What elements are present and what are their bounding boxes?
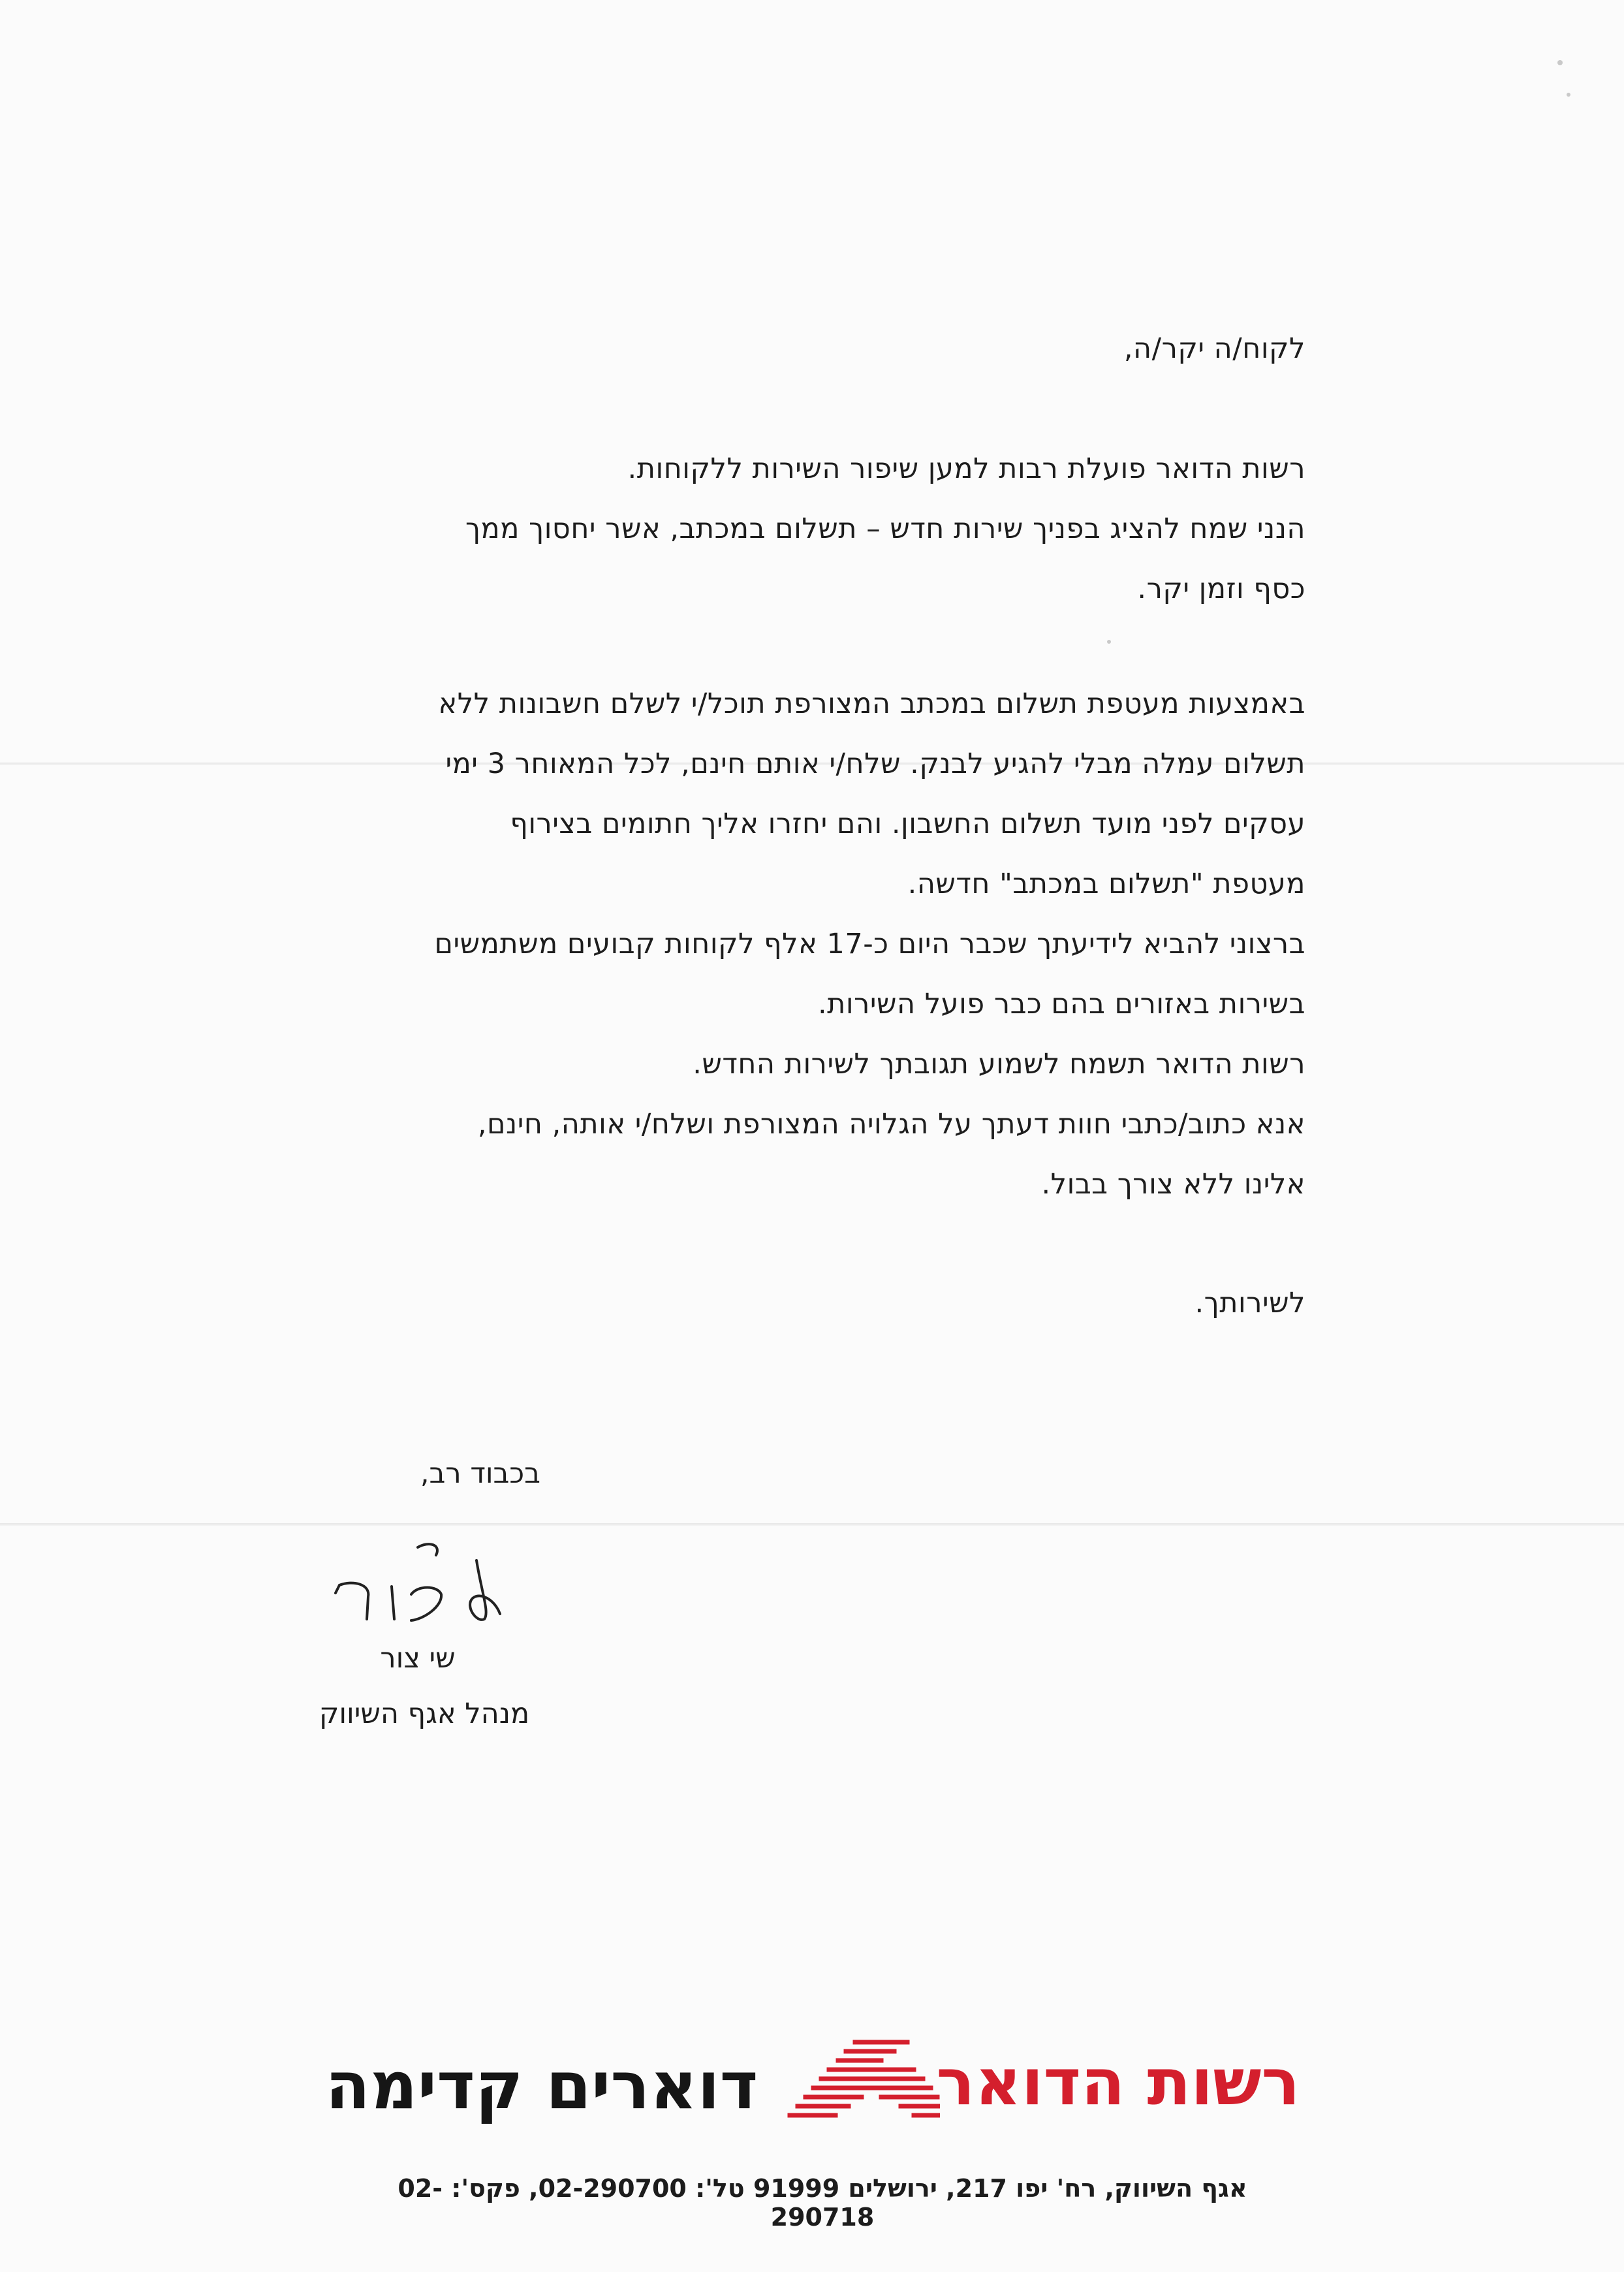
- paper-speck: [1557, 60, 1563, 65]
- signer-name: שי צור: [380, 1642, 456, 1675]
- signoff: בכבוד רב,: [420, 1457, 540, 1490]
- letterhead-slogan: דוארים קדימה: [325, 2047, 758, 2124]
- paragraph-line: ברצוני להביא לידיעתך שכבר היום כ-17 אלף לקוחות קבועים משתמשים: [434, 928, 1305, 960]
- paragraph-intro: [26, 439, 1305, 619]
- postal-authority-logo-icon: [783, 2037, 940, 2128]
- paper-fold-line: [0, 1523, 1624, 1526]
- paper-speck: [1107, 640, 1111, 644]
- paragraph-line: תשלום עמלה מבלי להגיע לבנק. שלח/י אותם חינם, לכל המאוחר 3 ימי: [445, 748, 1305, 780]
- handwritten-signature: [313, 1521, 529, 1652]
- paragraph-line: כסף וזמן יקר.: [1137, 573, 1305, 605]
- paragraph-line: רשות הדואר תשמח לשמוע תגובתך לשירות החדש.: [693, 1048, 1305, 1081]
- paragraph-line: אנא כתוב/כתבי חוות דעתך על הגלויה המצורפת ושלח/י אותה, חינם,: [477, 1108, 1305, 1141]
- signer-title: מנהל אגף השיווק: [319, 1697, 530, 1730]
- paragraph-line: בשירות באזורים בהם כבר פועל השירות.: [817, 988, 1305, 1020]
- salutation: לקוח/ה יקר/ה,: [1123, 332, 1305, 365]
- paragraph-body: [26, 674, 1305, 1214]
- org-name-text: רשות הדואר: [936, 2045, 1300, 2120]
- paragraph-line: רשות הדואר פועלת רבות למען שיפור השירות ללקוחות.: [627, 452, 1305, 485]
- paragraph-line: עסקים לפני מועד תשלום החשבון. והם יחזרו אליך חתומים בצירוף: [510, 808, 1305, 840]
- letterhead-org-name: [926, 2047, 1311, 2119]
- letterhead-address: אגף השיווק, רח' יפו 217, ירושלים 91999 טל': 02-290700, פקס': 02-290718: [398, 2174, 1247, 2232]
- paragraph-line: מעטפת "תשלום במכתב" חדשה.: [907, 868, 1305, 900]
- paragraph-line: באמצעות מעטפת תשלום במכתב המצורפת תוכל/י לשלם חשבונות ללא: [438, 687, 1305, 720]
- paragraph-line: אלינו ללא צורך בבול.: [1041, 1168, 1305, 1201]
- paper-speck: [1567, 93, 1570, 97]
- closing-line: לשירותך.: [1195, 1287, 1305, 1319]
- paragraph-line: הנני שמח להציג בפניך שירות חדש – תשלום במכתב, אשר יחסוך ממך: [465, 513, 1305, 545]
